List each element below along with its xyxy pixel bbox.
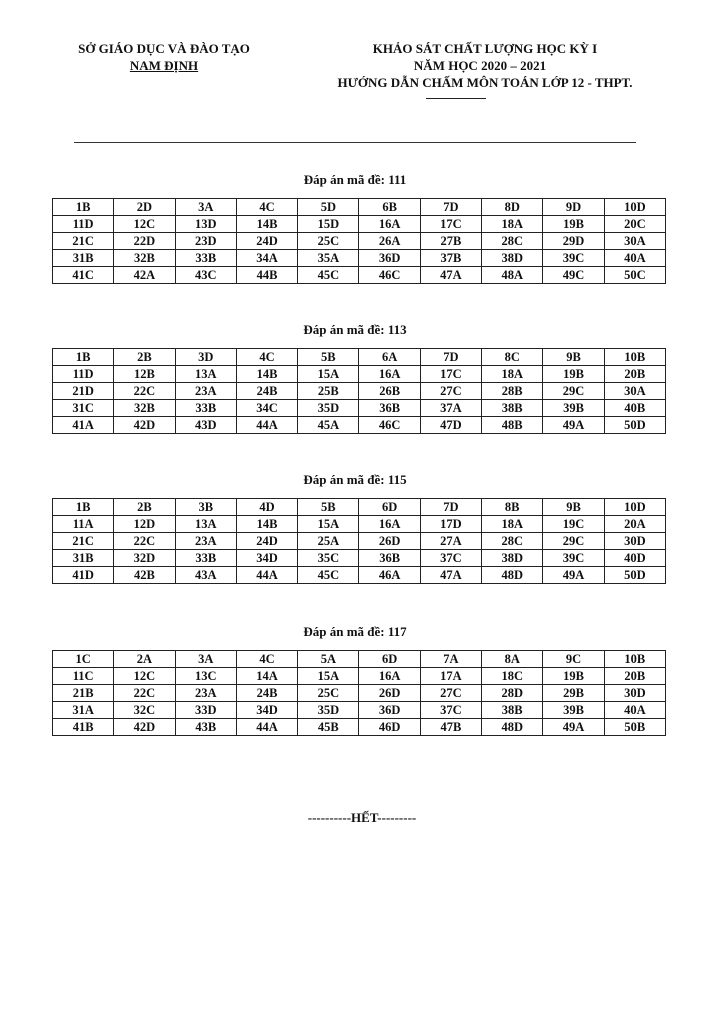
answer-cell: 7A bbox=[420, 651, 481, 668]
answer-table-body bbox=[53, 349, 666, 434]
school-year: NĂM HỌC 2020 – 2021 bbox=[413, 58, 547, 73]
answer-cell: 27C bbox=[420, 383, 481, 400]
answer-cell: 15A bbox=[298, 366, 359, 383]
answer-cell: 35A bbox=[298, 250, 359, 267]
answer-cell: 41B bbox=[53, 719, 114, 736]
answer-cell: 42D bbox=[114, 719, 175, 736]
answer-cell: 14B bbox=[236, 216, 297, 233]
answer-cell: 8A bbox=[482, 651, 543, 668]
answer-cell: 48D bbox=[482, 567, 543, 584]
answer-cell: 17C bbox=[420, 216, 481, 233]
answer-row bbox=[53, 267, 666, 284]
section-title: Đáp án mã đề: 113 bbox=[303, 322, 407, 337]
answer-row bbox=[53, 702, 666, 719]
answer-cell: 37C bbox=[420, 702, 481, 719]
answer-cell: 26D bbox=[359, 685, 420, 702]
answer-cell: 2A bbox=[114, 651, 175, 668]
answer-cell: 16A bbox=[359, 668, 420, 685]
answer-cell: 19B bbox=[543, 216, 604, 233]
answer-row bbox=[53, 417, 666, 434]
answer-cell: 39B bbox=[543, 400, 604, 417]
answer-cell: 29C bbox=[543, 533, 604, 550]
answer-cell: 30A bbox=[604, 233, 665, 250]
answer-cell: 48D bbox=[482, 719, 543, 736]
answer-cell: 22D bbox=[114, 233, 175, 250]
section-title: Đáp án mã đề: 111 bbox=[303, 172, 407, 187]
answer-cell: 28C bbox=[482, 233, 543, 250]
answer-cell: 19C bbox=[543, 516, 604, 533]
answer-cell: 13A bbox=[175, 366, 236, 383]
answer-cell: 43A bbox=[175, 567, 236, 584]
answer-section-115 bbox=[52, 470, 670, 584]
answer-cell: 5D bbox=[298, 199, 359, 216]
answer-row bbox=[53, 668, 666, 685]
answer-cell: 13C bbox=[175, 668, 236, 685]
answer-cell: 48B bbox=[482, 417, 543, 434]
answer-cell: 36B bbox=[359, 400, 420, 417]
answer-cell: 47A bbox=[420, 267, 481, 284]
answer-cell: 29C bbox=[543, 383, 604, 400]
answer-cell: 32B bbox=[114, 400, 175, 417]
answer-cell: 31B bbox=[53, 550, 114, 567]
answer-cell: 10D bbox=[604, 199, 665, 216]
answer-cell: 24B bbox=[236, 383, 297, 400]
answer-cell: 24D bbox=[236, 233, 297, 250]
answer-cell: 10B bbox=[604, 349, 665, 366]
answer-cell: 18A bbox=[482, 366, 543, 383]
answer-cell: 7D bbox=[420, 349, 481, 366]
answer-cell: 26D bbox=[359, 533, 420, 550]
answer-row bbox=[53, 719, 666, 736]
grading-guide-title: HƯỚNG DẪN CHẤM MÔN TOÁN LỚP 12 - THPT. bbox=[337, 75, 633, 90]
answer-cell: 31C bbox=[53, 400, 114, 417]
answer-cell: 15A bbox=[298, 516, 359, 533]
answer-cell: 50C bbox=[604, 267, 665, 284]
answer-cell: 49A bbox=[543, 719, 604, 736]
answer-cell: 23A bbox=[175, 685, 236, 702]
answer-cell: 36D bbox=[359, 250, 420, 267]
answer-cell: 10B bbox=[604, 651, 665, 668]
answer-cell: 5B bbox=[298, 499, 359, 516]
answer-cell: 45A bbox=[298, 417, 359, 434]
answer-cell: 26B bbox=[359, 383, 420, 400]
answer-cell: 13D bbox=[175, 216, 236, 233]
answer-row bbox=[53, 685, 666, 702]
answer-cell: 36D bbox=[359, 702, 420, 719]
answer-section-111 bbox=[52, 170, 670, 284]
answer-row bbox=[53, 400, 666, 417]
answer-cell: 12D bbox=[114, 516, 175, 533]
answer-cell: 28D bbox=[482, 685, 543, 702]
answer-cell: 18A bbox=[482, 216, 543, 233]
answer-cell: 22C bbox=[114, 533, 175, 550]
answer-cell: 2B bbox=[114, 349, 175, 366]
answer-cell: 38D bbox=[482, 250, 543, 267]
answer-cell: 44A bbox=[236, 417, 297, 434]
answer-cell: 29D bbox=[543, 233, 604, 250]
answer-cell: 8D bbox=[482, 199, 543, 216]
answer-table-body bbox=[53, 199, 666, 284]
answer-cell: 28C bbox=[482, 533, 543, 550]
answer-table bbox=[52, 348, 666, 434]
answer-cell: 41C bbox=[53, 267, 114, 284]
answer-cell: 1B bbox=[53, 499, 114, 516]
answer-cell: 34D bbox=[236, 550, 297, 567]
answer-cell: 32B bbox=[114, 250, 175, 267]
answer-cell: 21C bbox=[53, 533, 114, 550]
answer-table bbox=[52, 198, 666, 284]
answer-cell: 20B bbox=[604, 668, 665, 685]
answer-cell: 16A bbox=[359, 366, 420, 383]
answer-cell: 40B bbox=[604, 400, 665, 417]
answer-cell: 5A bbox=[298, 651, 359, 668]
answer-cell: 50D bbox=[604, 567, 665, 584]
answer-cell: 48A bbox=[482, 267, 543, 284]
answer-cell: 17D bbox=[420, 516, 481, 533]
answer-cell: 9B bbox=[543, 349, 604, 366]
answer-cell: 7D bbox=[420, 499, 481, 516]
answer-cell: 11D bbox=[53, 216, 114, 233]
department-name: SỞ GIÁO DỤC VÀ ĐÀO TẠO bbox=[78, 41, 250, 56]
answer-cell: 47B bbox=[420, 719, 481, 736]
answer-cell: 33B bbox=[175, 250, 236, 267]
answer-cell: 17C bbox=[420, 366, 481, 383]
answer-cell: 1B bbox=[53, 349, 114, 366]
answer-cell: 5B bbox=[298, 349, 359, 366]
answer-cell: 33B bbox=[175, 400, 236, 417]
answer-cell: 43C bbox=[175, 267, 236, 284]
answer-cell: 31A bbox=[53, 702, 114, 719]
answer-cell: 45C bbox=[298, 267, 359, 284]
answer-row bbox=[53, 499, 666, 516]
answer-cell: 27A bbox=[420, 533, 481, 550]
answer-cell: 11A bbox=[53, 516, 114, 533]
answer-cell: 12C bbox=[114, 216, 175, 233]
answer-cell: 25B bbox=[298, 383, 359, 400]
answer-cell: 3B bbox=[175, 499, 236, 516]
answer-cell: 24B bbox=[236, 685, 297, 702]
answer-row bbox=[53, 383, 666, 400]
answer-cell: 30D bbox=[604, 533, 665, 550]
answer-section-113 bbox=[52, 320, 670, 434]
title-underline bbox=[426, 98, 486, 99]
answer-cell: 9B bbox=[543, 499, 604, 516]
answer-cell: 22C bbox=[114, 383, 175, 400]
answer-cell: 28B bbox=[482, 383, 543, 400]
answer-cell: 16A bbox=[359, 216, 420, 233]
answer-table-body bbox=[53, 651, 666, 736]
answer-cell: 40A bbox=[604, 250, 665, 267]
answer-cell: 29B bbox=[543, 685, 604, 702]
answer-cell: 39C bbox=[543, 550, 604, 567]
answer-cell: 34D bbox=[236, 702, 297, 719]
answer-cell: 19B bbox=[543, 366, 604, 383]
answer-table-body bbox=[53, 499, 666, 584]
answer-cell: 23A bbox=[175, 533, 236, 550]
answer-row bbox=[53, 651, 666, 668]
answer-cell: 13A bbox=[175, 516, 236, 533]
answer-cell: 14A bbox=[236, 668, 297, 685]
answer-row bbox=[53, 516, 666, 533]
answer-cell: 50D bbox=[604, 417, 665, 434]
answer-cell: 10D bbox=[604, 499, 665, 516]
answer-cell: 7D bbox=[420, 199, 481, 216]
answer-row bbox=[53, 349, 666, 366]
answer-cell: 32D bbox=[114, 550, 175, 567]
answer-cell: 34C bbox=[236, 400, 297, 417]
answer-cell: 4C bbox=[236, 349, 297, 366]
answer-cell: 23A bbox=[175, 383, 236, 400]
answer-cell: 12B bbox=[114, 366, 175, 383]
answer-cell: 47D bbox=[420, 417, 481, 434]
answer-cell: 40A bbox=[604, 702, 665, 719]
answer-cell: 11C bbox=[53, 668, 114, 685]
answer-cell: 18A bbox=[482, 516, 543, 533]
answer-cell: 25C bbox=[298, 685, 359, 702]
answer-table bbox=[52, 650, 666, 736]
answer-cell: 17A bbox=[420, 668, 481, 685]
answer-cell: 38B bbox=[482, 702, 543, 719]
answer-cell: 6A bbox=[359, 349, 420, 366]
answer-cell: 9D bbox=[543, 199, 604, 216]
answer-cell: 20C bbox=[604, 216, 665, 233]
answer-cell: 24D bbox=[236, 533, 297, 550]
answer-cell: 6D bbox=[359, 651, 420, 668]
answer-row bbox=[53, 216, 666, 233]
answer-cell: 42A bbox=[114, 267, 175, 284]
answer-cell: 6B bbox=[359, 199, 420, 216]
answer-cell: 14B bbox=[236, 366, 297, 383]
answer-row bbox=[53, 199, 666, 216]
answer-cell: 21C bbox=[53, 233, 114, 250]
answer-cell: 20A bbox=[604, 516, 665, 533]
answer-cell: 49A bbox=[543, 417, 604, 434]
answer-cell: 42B bbox=[114, 567, 175, 584]
answer-cell: 18C bbox=[482, 668, 543, 685]
answer-cell: 15D bbox=[298, 216, 359, 233]
answer-cell: 1C bbox=[53, 651, 114, 668]
answer-cell: 21D bbox=[53, 383, 114, 400]
answer-cell: 46C bbox=[359, 267, 420, 284]
answer-cell: 44A bbox=[236, 567, 297, 584]
answer-cell: 36B bbox=[359, 550, 420, 567]
answer-cell: 37B bbox=[420, 250, 481, 267]
answer-row bbox=[53, 366, 666, 383]
answer-cell: 20B bbox=[604, 366, 665, 383]
answer-cell: 39C bbox=[543, 250, 604, 267]
answer-cell: 41A bbox=[53, 417, 114, 434]
answer-table bbox=[52, 498, 666, 584]
answer-cell: 42D bbox=[114, 417, 175, 434]
exam-title-header bbox=[285, 40, 685, 91]
answer-cell: 3A bbox=[175, 199, 236, 216]
answer-row bbox=[53, 567, 666, 584]
answer-row bbox=[53, 550, 666, 567]
answer-cell: 33D bbox=[175, 702, 236, 719]
answer-cell: 8B bbox=[482, 499, 543, 516]
answer-cell: 12C bbox=[114, 668, 175, 685]
answer-cell: 30D bbox=[604, 685, 665, 702]
answer-cell: 35D bbox=[298, 702, 359, 719]
header-divider bbox=[74, 142, 636, 143]
answer-cell: 1B bbox=[53, 199, 114, 216]
answer-cell: 45C bbox=[298, 567, 359, 584]
answer-cell: 4D bbox=[236, 499, 297, 516]
answer-cell: 21B bbox=[53, 685, 114, 702]
answer-cell: 34A bbox=[236, 250, 297, 267]
answer-cell: 46D bbox=[359, 719, 420, 736]
answer-cell: 3D bbox=[175, 349, 236, 366]
section-title: Đáp án mã đề: 117 bbox=[303, 624, 407, 639]
answer-cell: 16A bbox=[359, 516, 420, 533]
answer-cell: 37C bbox=[420, 550, 481, 567]
answer-cell: 26A bbox=[359, 233, 420, 250]
province-name: NAM ĐỊNH bbox=[129, 58, 199, 73]
answer-cell: 46A bbox=[359, 567, 420, 584]
answer-cell: 4C bbox=[236, 199, 297, 216]
answer-cell: 40D bbox=[604, 550, 665, 567]
answer-cell: 33B bbox=[175, 550, 236, 567]
answer-cell: 11D bbox=[53, 366, 114, 383]
answer-cell: 44B bbox=[236, 267, 297, 284]
answer-cell: 2D bbox=[114, 199, 175, 216]
answer-cell: 38D bbox=[482, 550, 543, 567]
answer-cell: 14B bbox=[236, 516, 297, 533]
answer-cell: 15A bbox=[298, 668, 359, 685]
section-title: Đáp án mã đề: 115 bbox=[303, 472, 407, 487]
answer-cell: 6D bbox=[359, 499, 420, 516]
school-department-header bbox=[54, 40, 274, 74]
answer-cell: 43D bbox=[175, 417, 236, 434]
answer-cell: 25C bbox=[298, 233, 359, 250]
answer-cell: 30A bbox=[604, 383, 665, 400]
exam-title: KHẢO SÁT CHẤT LƯỢNG HỌC KỲ I bbox=[372, 41, 598, 56]
answer-cell: 4C bbox=[236, 651, 297, 668]
answer-cell: 27B bbox=[420, 233, 481, 250]
answer-cell: 19B bbox=[543, 668, 604, 685]
answer-cell: 2B bbox=[114, 499, 175, 516]
answer-cell: 31B bbox=[53, 250, 114, 267]
answer-cell: 49A bbox=[543, 567, 604, 584]
answer-cell: 43B bbox=[175, 719, 236, 736]
answer-cell: 35C bbox=[298, 550, 359, 567]
answer-cell: 38B bbox=[482, 400, 543, 417]
answer-cell: 47A bbox=[420, 567, 481, 584]
answer-cell: 39B bbox=[543, 702, 604, 719]
answer-row bbox=[53, 233, 666, 250]
answer-cell: 41D bbox=[53, 567, 114, 584]
answer-cell: 8C bbox=[482, 349, 543, 366]
answer-cell: 49C bbox=[543, 267, 604, 284]
answer-cell: 50B bbox=[604, 719, 665, 736]
answer-cell: 25A bbox=[298, 533, 359, 550]
answer-row bbox=[53, 533, 666, 550]
answer-cell: 35D bbox=[298, 400, 359, 417]
answer-cell: 37A bbox=[420, 400, 481, 417]
answer-cell: 9C bbox=[543, 651, 604, 668]
answer-cell: 45B bbox=[298, 719, 359, 736]
answer-cell: 32C bbox=[114, 702, 175, 719]
answer-cell: 46C bbox=[359, 417, 420, 434]
answer-cell: 44A bbox=[236, 719, 297, 736]
answer-cell: 22C bbox=[114, 685, 175, 702]
end-marker: ----------HẾT--------- bbox=[307, 810, 417, 825]
answer-cell: 3A bbox=[175, 651, 236, 668]
answer-row bbox=[53, 250, 666, 267]
answer-cell: 27C bbox=[420, 685, 481, 702]
answer-section-117 bbox=[52, 622, 670, 736]
answer-cell: 23D bbox=[175, 233, 236, 250]
